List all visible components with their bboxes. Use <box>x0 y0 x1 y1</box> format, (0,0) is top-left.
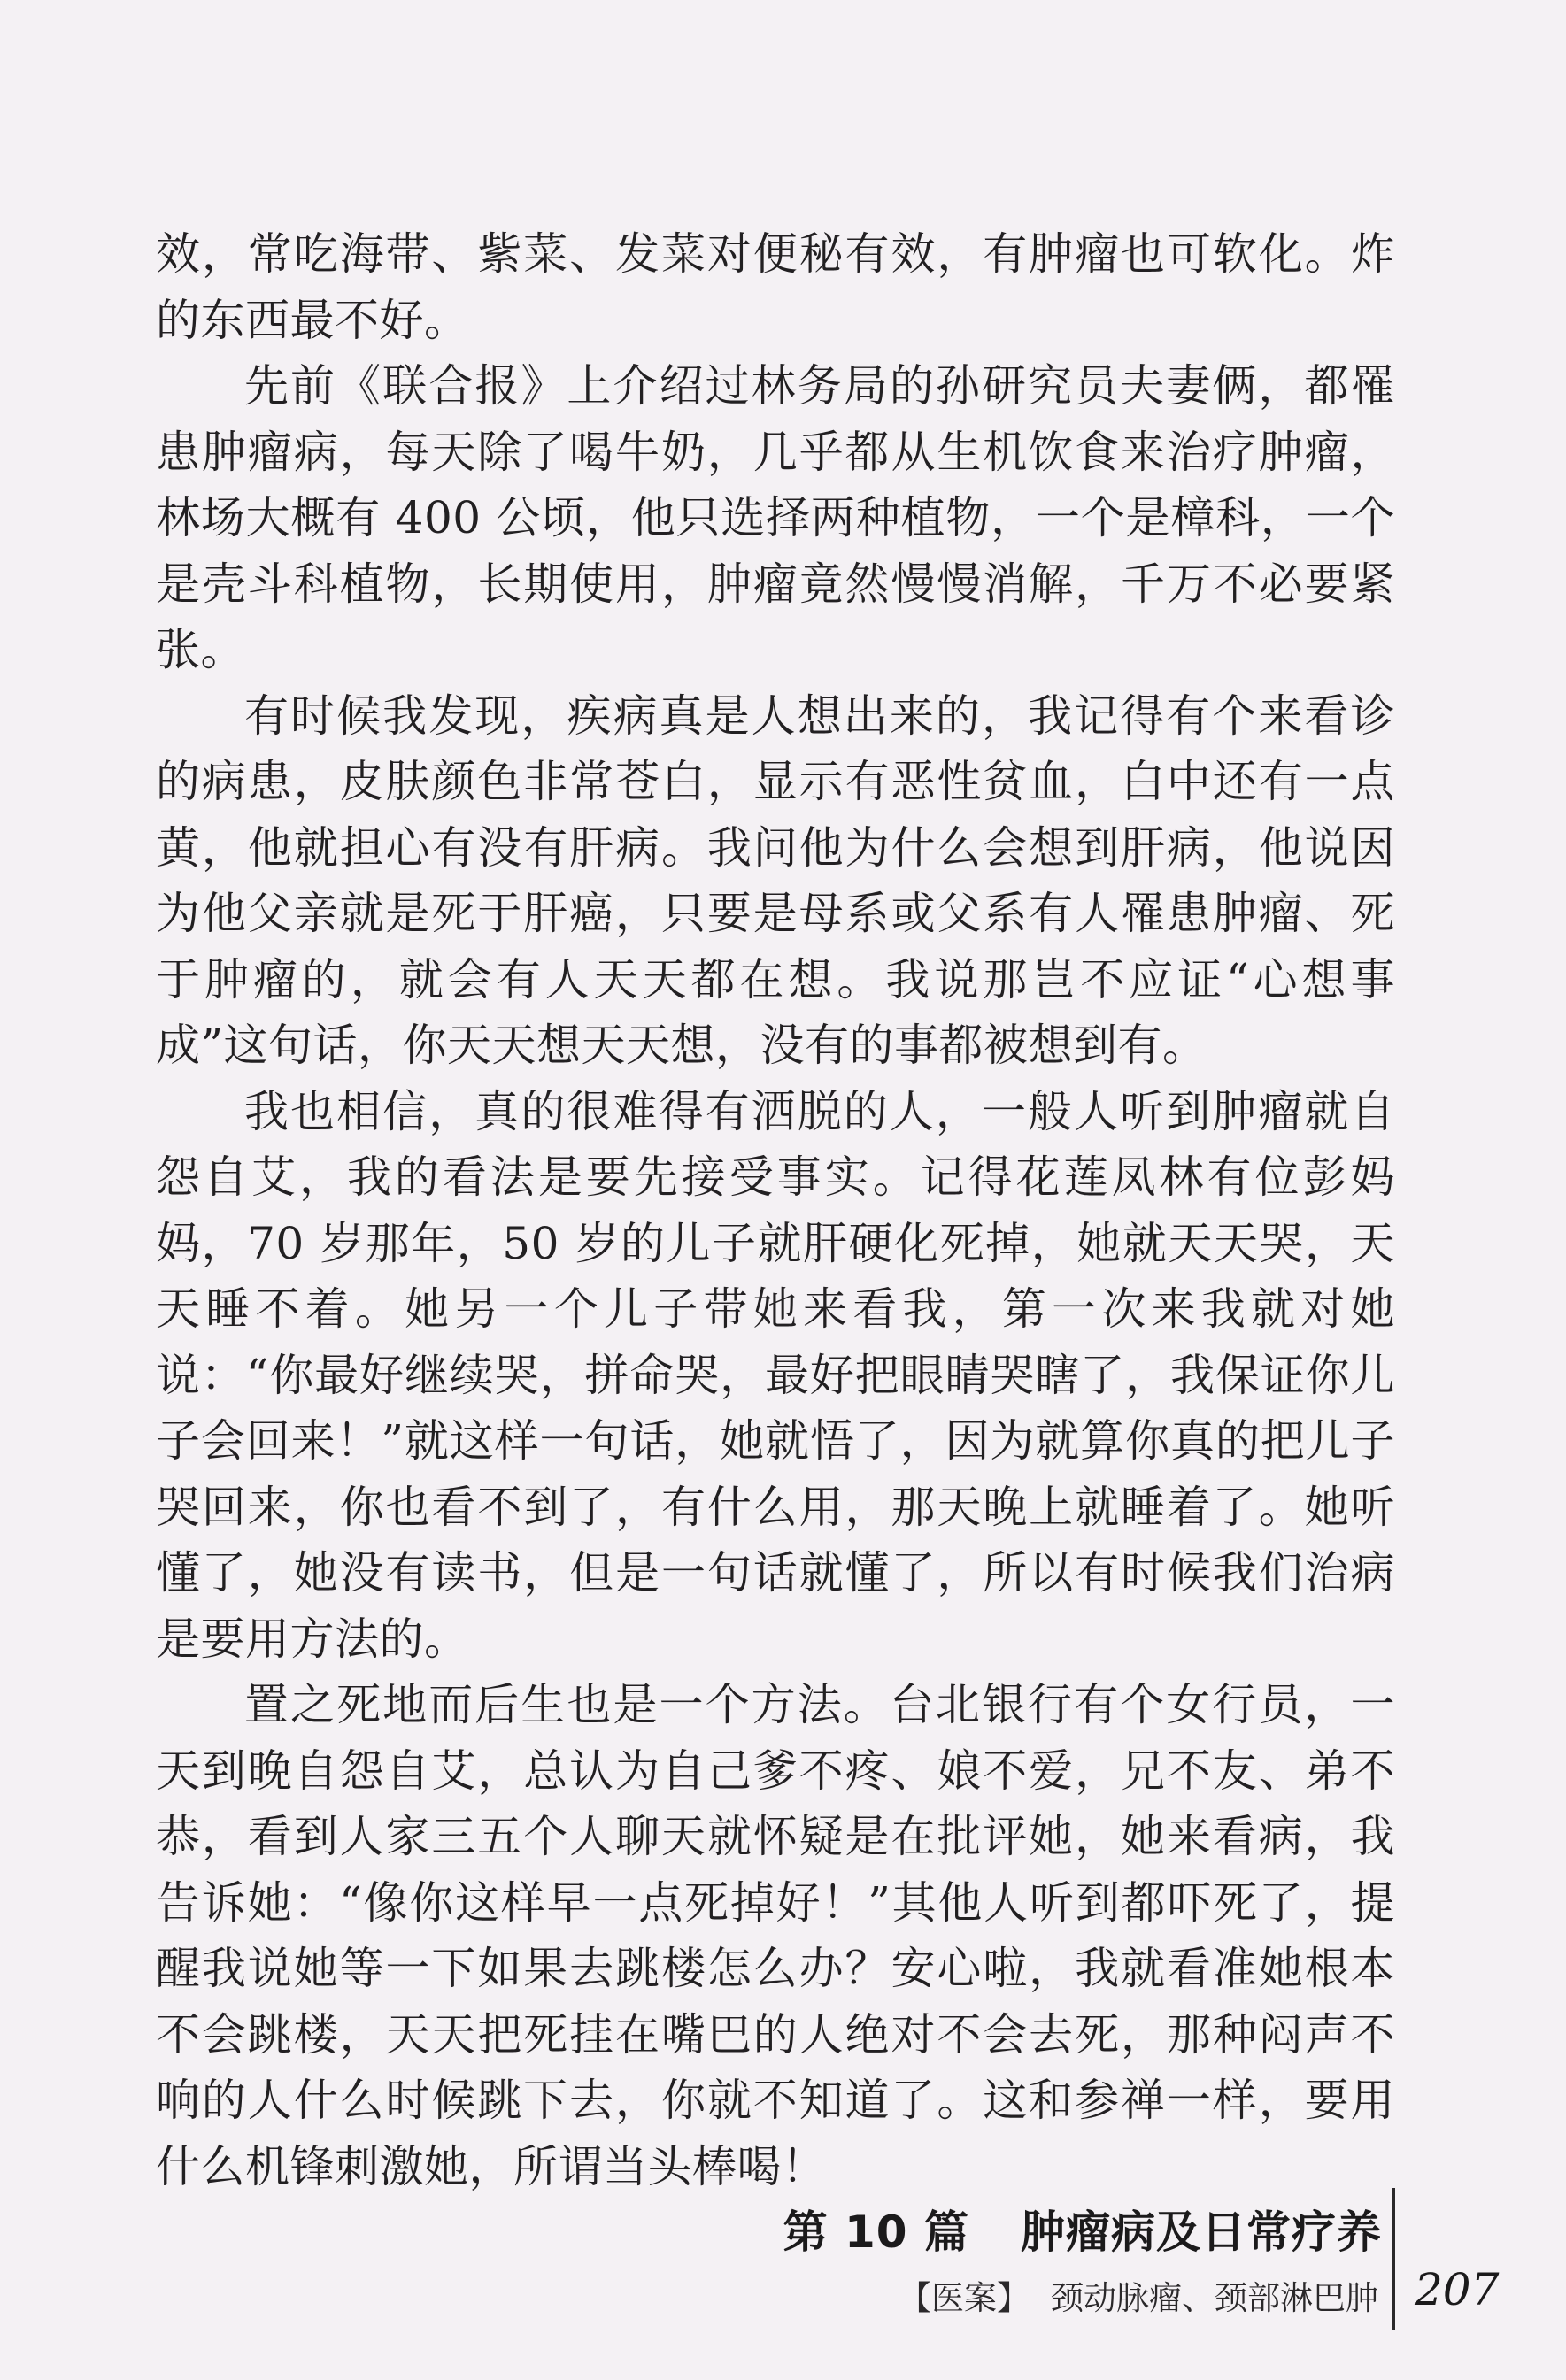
footer-divider <box>1392 2188 1395 2330</box>
chapter-number: 第 10 篇 <box>783 2207 969 2258</box>
paragraph: 置之死地而后生也是一个方法。台北银行有个女行员，一天到晚自怨自艾，总认为自己爹不疼、娘不爱，兄不友、弟不恭，看到人家三五个人聊天就怀疑是在批评她，她来看病，我告诉她：“像你这样早一点死掉好！”其他人听到都吓死了，提醒我说她等一下如果去跳楼怎么办？安心啦，我就看准她根本不会跳楼，天天把死挂在嘴巴的人绝对不会去死，那种闷声不响的人什么时候跳下去，你就不知道了。这和参禅一样，要用什么机锋刺激她，所谓当头棒喝！ <box>156 1679 1395 2192</box>
chapter-title: 肿瘤病及日常疗养 <box>1021 2207 1382 2258</box>
paragraph-continuation: 效，常吃海带、紫菜、发菜对便秘有效，有肿瘤也可软化。炸的东西最不好。 <box>156 228 1395 346</box>
paragraph: 有时候我发现，疾病真是人想出来的，我记得有个来看诊的病患，皮肤颜色非常苍白，显示有恶性贫血，白中还有一点黄，他就担心有没有肝病。我问他为什么会想到肝病，他说因为他父亲就是死于肝癌，只要是母系或父系有人罹患肿瘤、死于肿瘤的，就会有人天天都在想。我说那岂不应证“心想事成”这句话，你天天想天天想，没有的事都被想到有。 <box>156 689 1395 1071</box>
chapter-heading <box>783 2197 1382 2261</box>
case-title: 颈动脉瘤、颈部淋巴肿 <box>1051 2279 1378 2317</box>
paragraph: 我也相信，真的很难得有洒脱的人，一般人听到肿瘤就自怨自艾，我的看法是要先接受事实。记得花莲凤林有位彭妈妈，70 岁那年，50 岁的儿子就肝硬化死掉，她就天天哭，天天睡不着。她另一个儿子带她来看我，第一次来我就对她说：“你最好继续哭，拼命哭，最好把眼睛哭瞎了，我保证你儿子会回来！”就这样一句话，她就悟了，因为就算你真的把儿子哭回来，你也看不到了，有什么用，那天晚上就睡着了。她听懂了，她没有读书，但是一句话就懂了，所以有时候我们治病是要用方法的。 <box>156 1085 1395 1665</box>
body-text <box>156 221 1395 2199</box>
case-heading <box>899 2271 1378 2319</box>
case-tag: 【医案】 <box>899 2279 1030 2317</box>
running-footer <box>0 2177 1566 2354</box>
page-number: 207 <box>1415 2264 1500 2315</box>
paragraph: 先前《联合报》上介绍过林务局的孙研究员夫妻俩，都罹患肿瘤病，每天除了喝牛奶，几乎都从生机饮食来治疗肿瘤，林场大概有 400 公顷，他只选择两种植物，一个是樟科，一个是壳斗科植物，长期使用，肿瘤竟然慢慢消解，千万不必要紧张。 <box>156 360 1395 675</box>
